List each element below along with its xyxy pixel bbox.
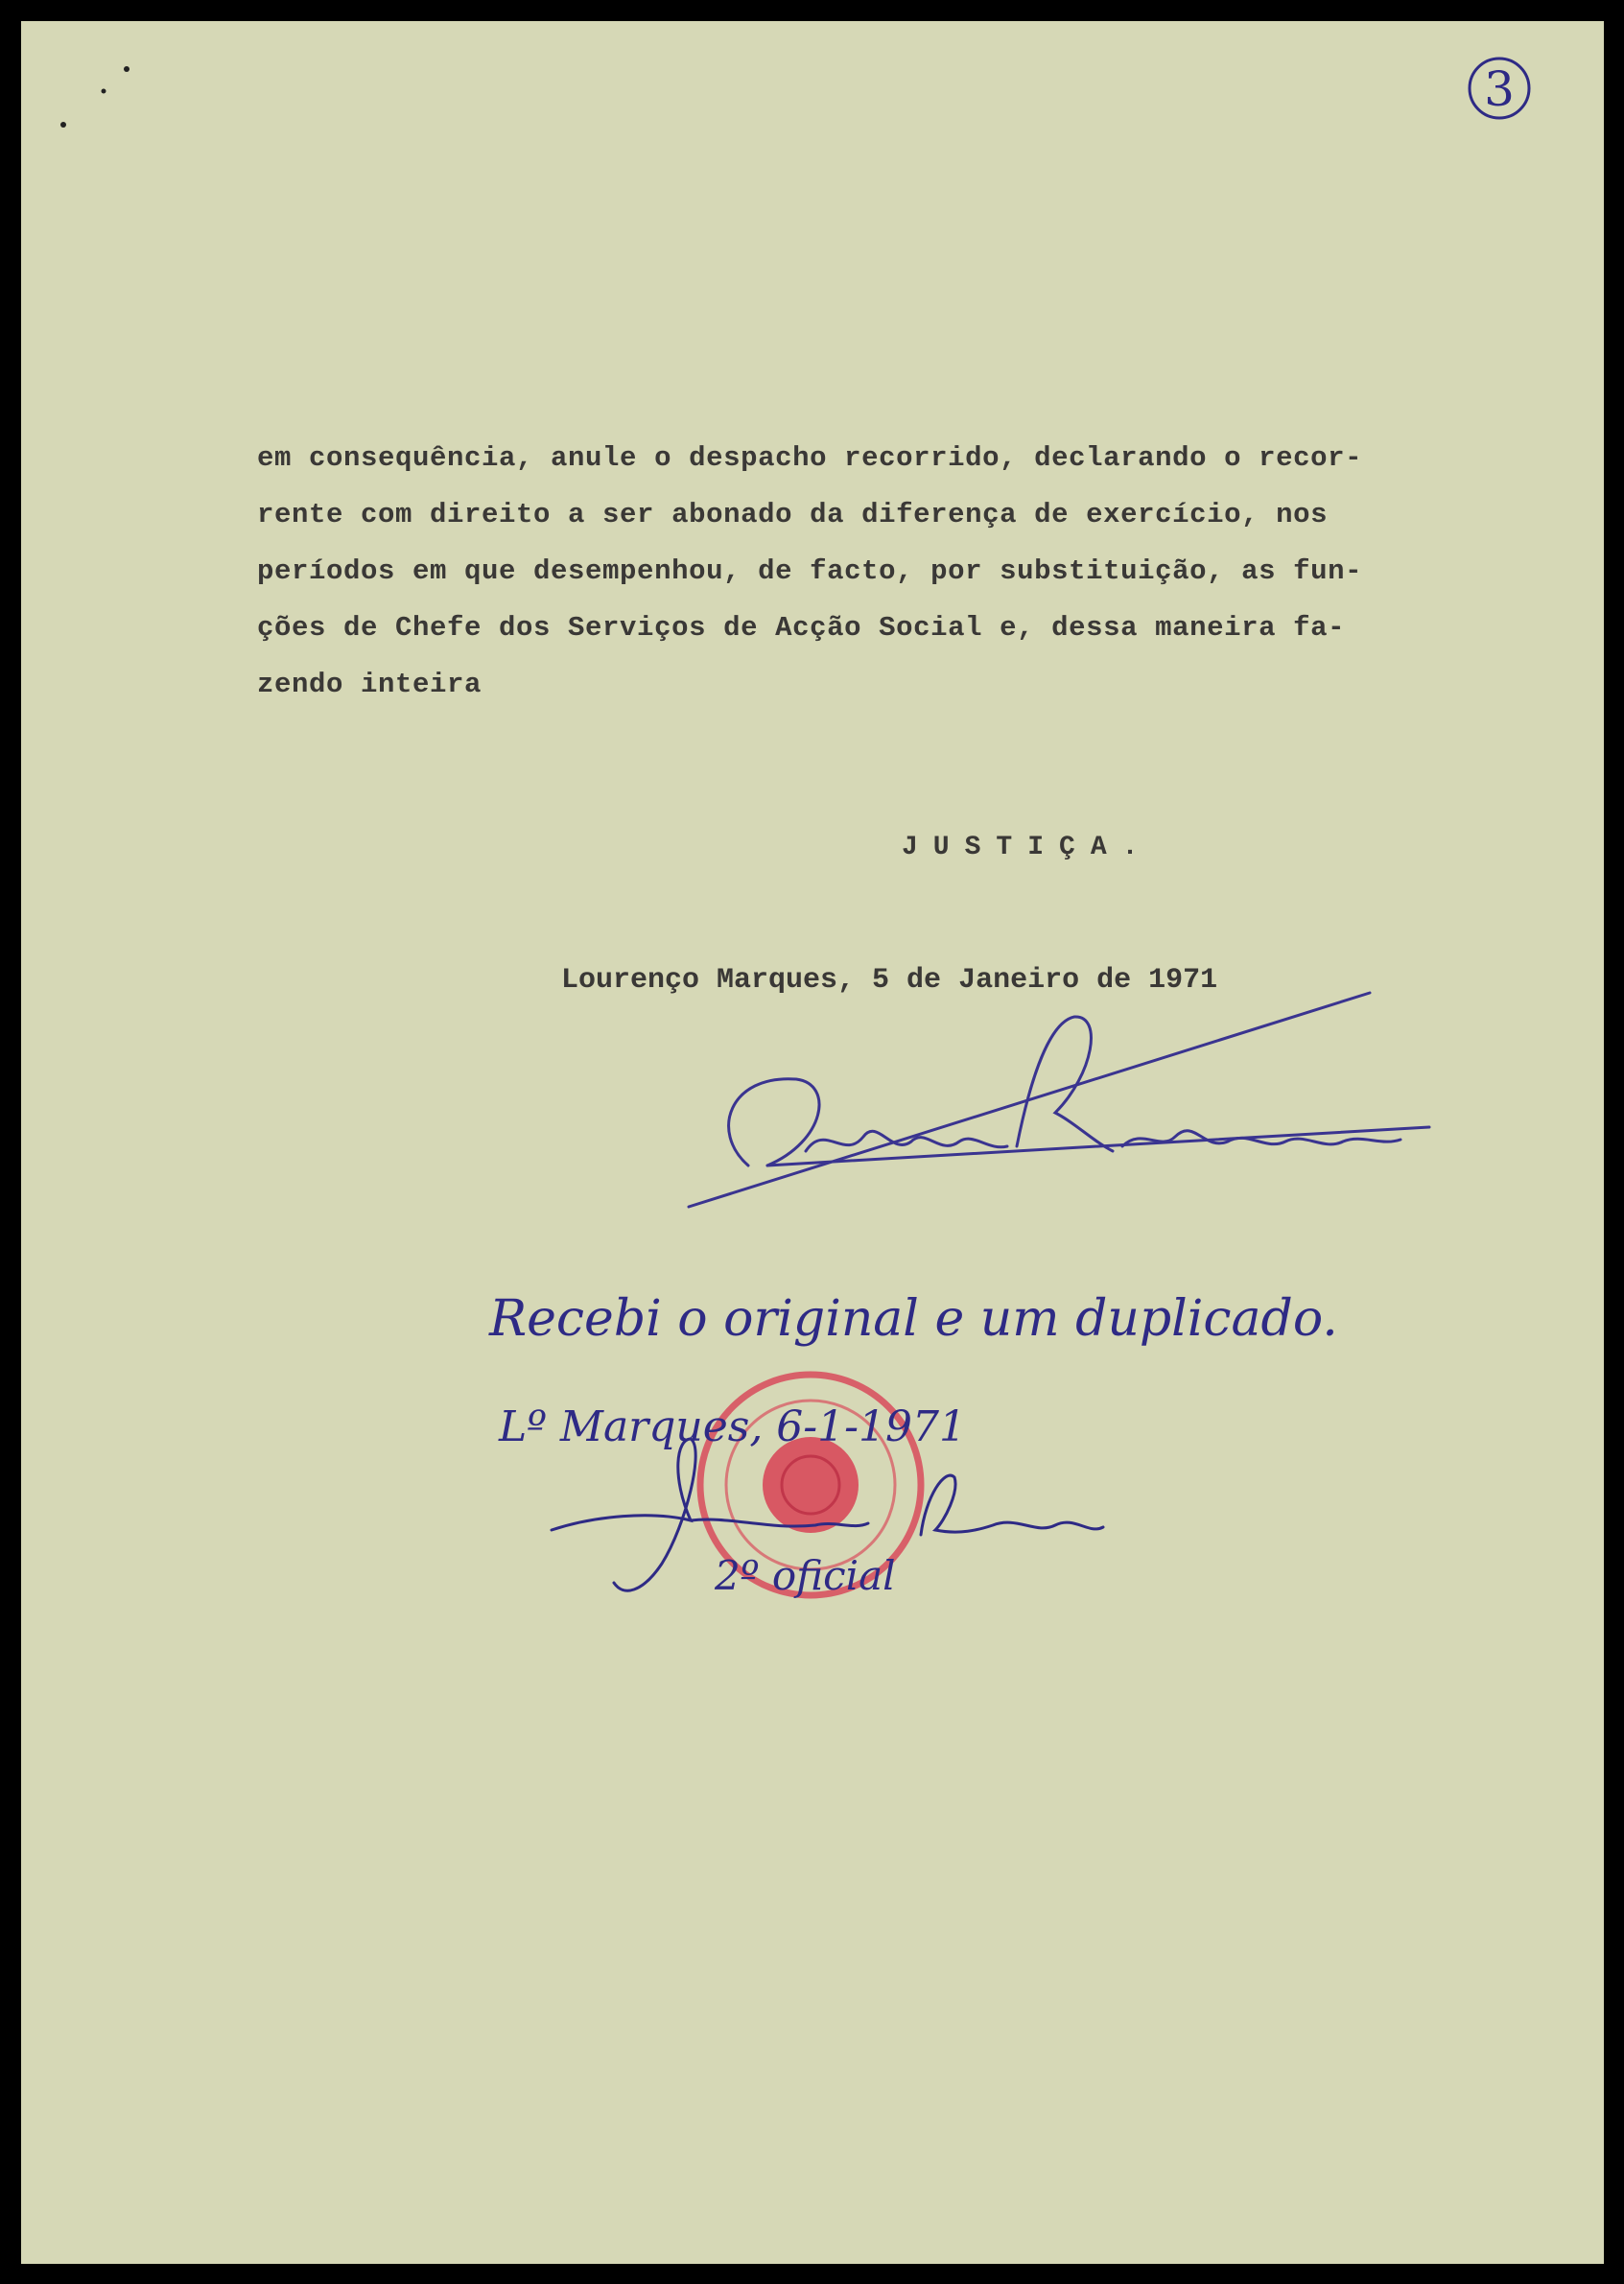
body-line: zendo inteira bbox=[257, 669, 482, 700]
body-line: ções de Chefe dos Serviços de Acção Social e, dessa maneira fa- bbox=[257, 612, 1346, 644]
place-and-date: Lourenço Marques, 5 de Janeiro de 1971 bbox=[561, 964, 1218, 997]
ink-speck bbox=[60, 122, 66, 128]
page-number: 3 bbox=[1484, 61, 1515, 117]
signature-rita-ferreira bbox=[689, 993, 1429, 1207]
receipt-note-line-1: Recebi o original e um duplicado. bbox=[489, 1290, 1338, 1348]
body-line: rente com direito a ser abonado da diferença de exercício, nos bbox=[257, 499, 1329, 530]
body-line: períodos em que desempenhou, de facto, por substituição, as fun- bbox=[257, 555, 1363, 587]
body-line: em consequência, anule o despacho recorrido, declarando o recor- bbox=[257, 442, 1363, 474]
closing-word: JUSTIÇA. bbox=[902, 833, 1154, 862]
ink-speck bbox=[124, 66, 129, 72]
receipt-note-line-2: Lº Marques, 6-1-1971 bbox=[499, 1402, 967, 1451]
ink-speck bbox=[102, 89, 106, 94]
document-body-text bbox=[257, 430, 1533, 713]
receipt-note-role: 2º oficial bbox=[715, 1552, 896, 1599]
